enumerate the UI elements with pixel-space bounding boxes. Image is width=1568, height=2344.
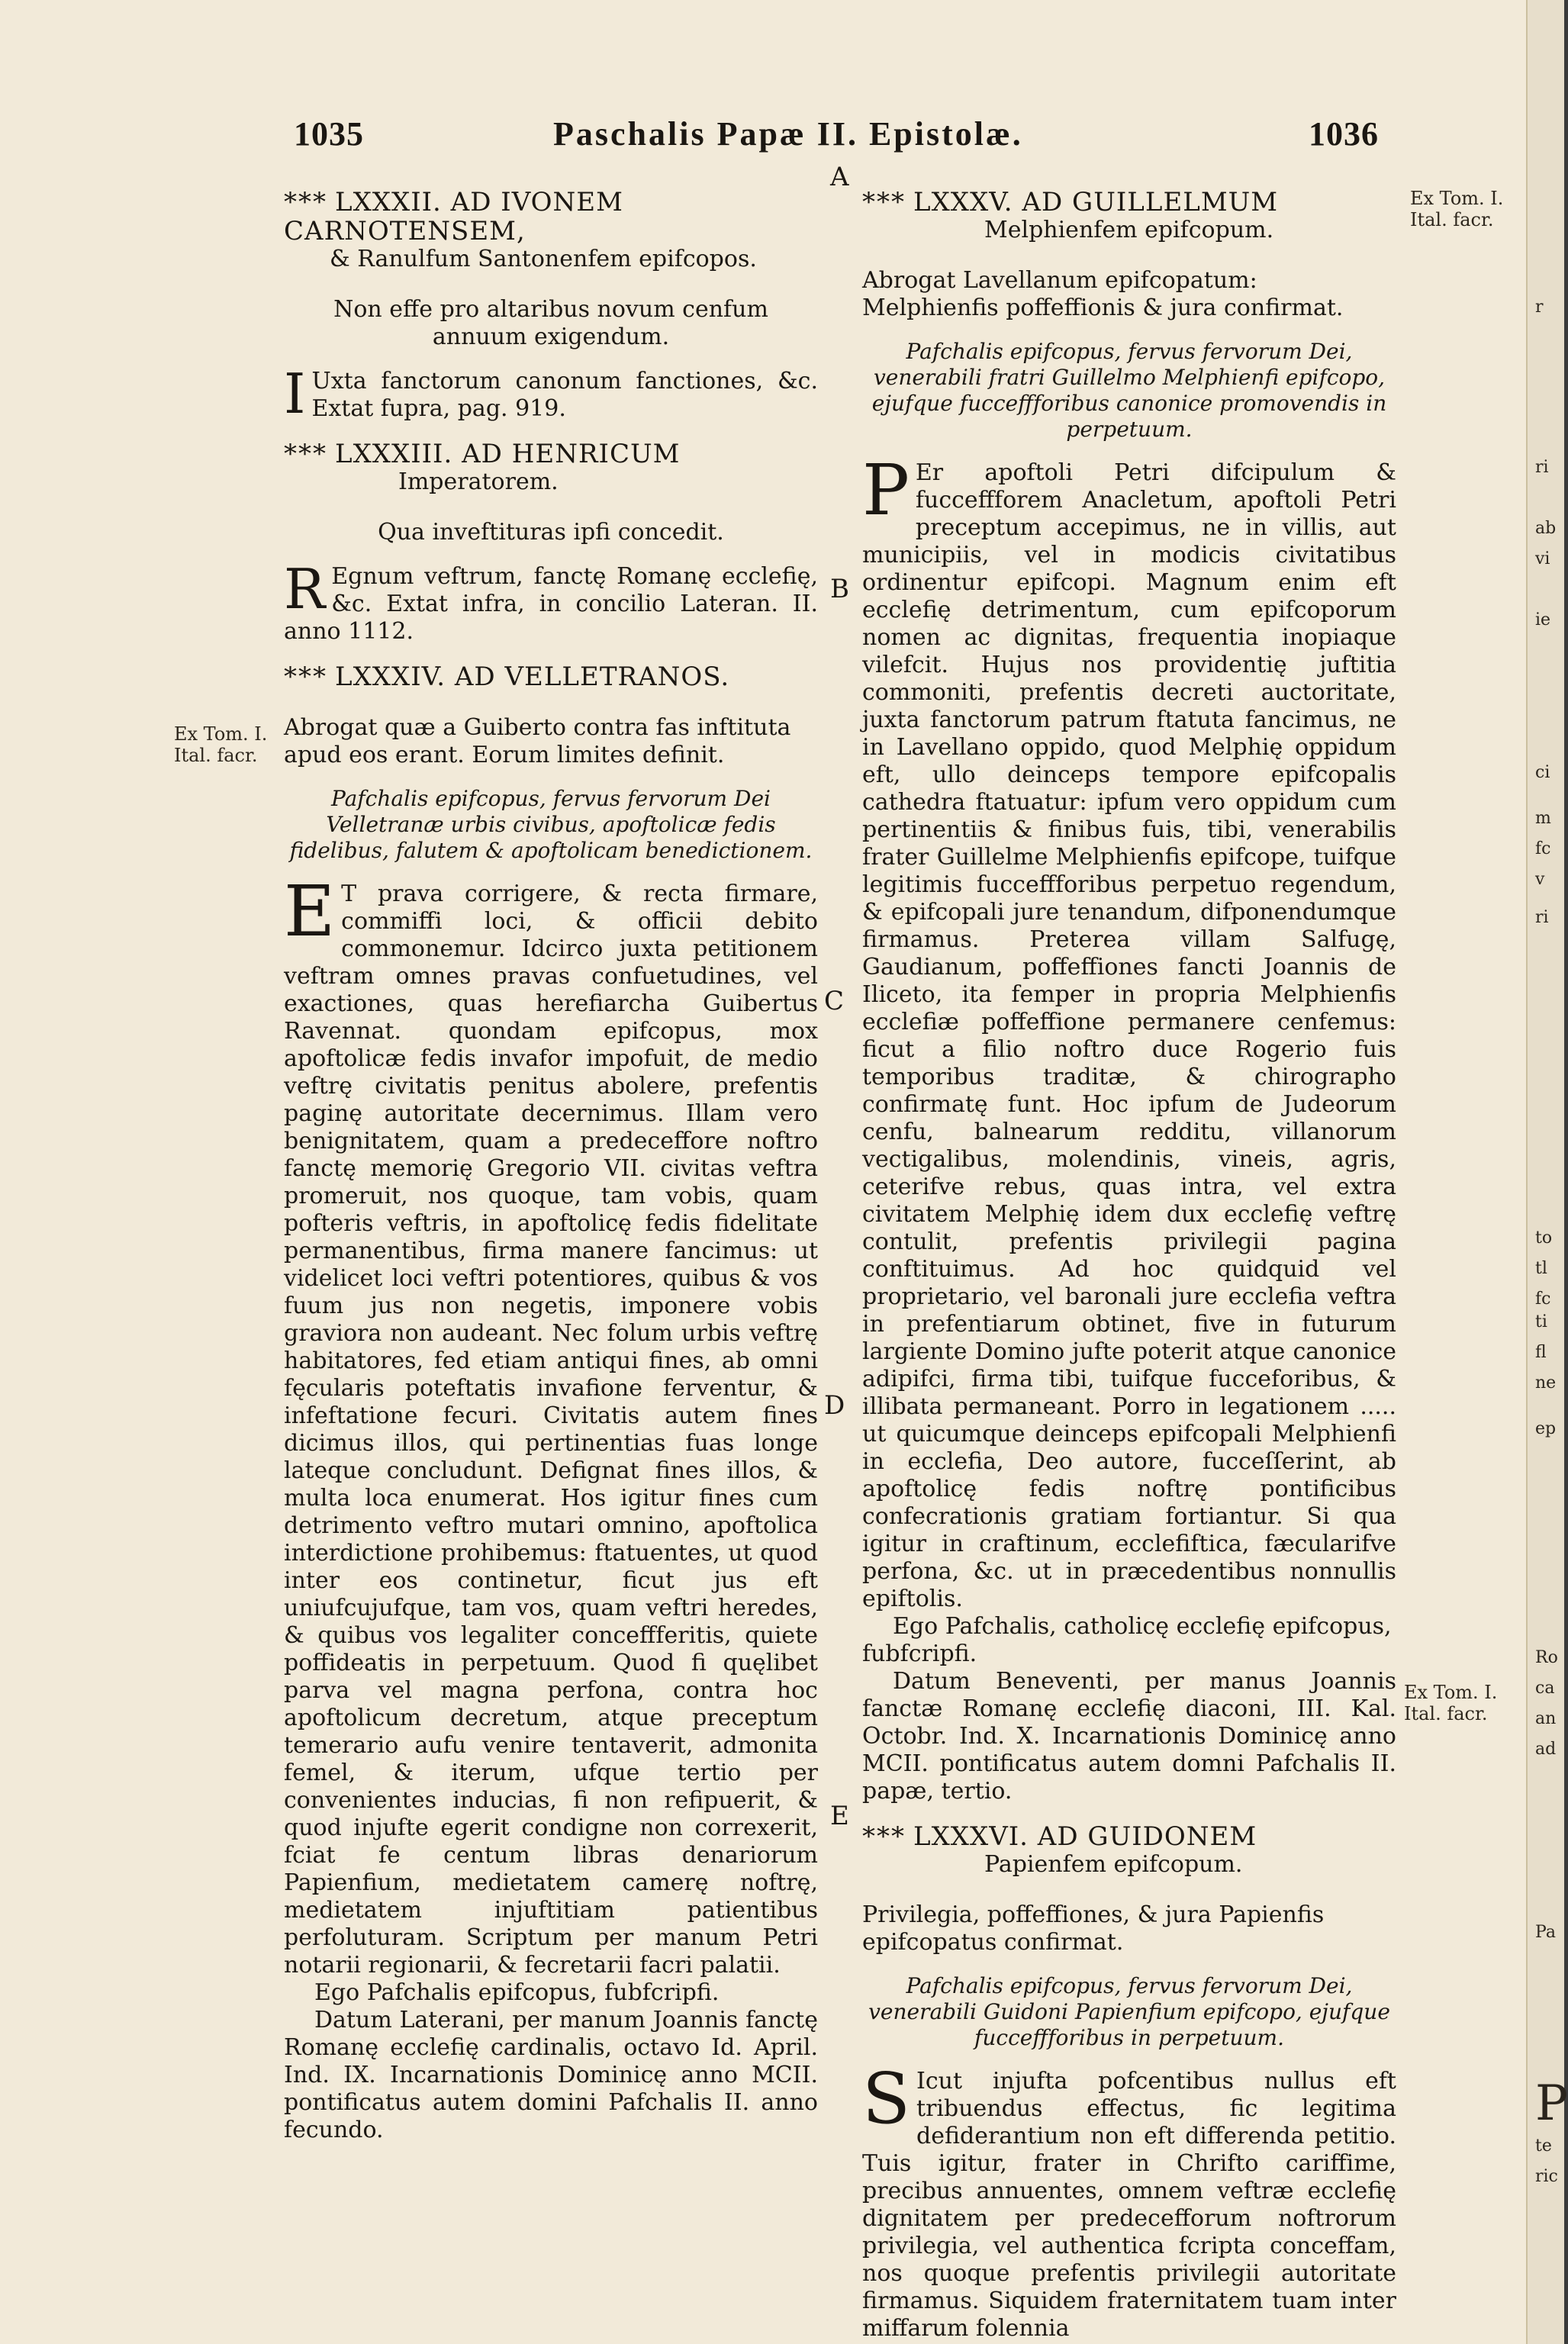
- page-fragment: ri: [1535, 458, 1549, 477]
- letter-body: Uxta fanctorum canonum fanctiones, &c. Extat fupra, pag. 919.: [311, 368, 818, 422]
- footnote-mark: ***: [862, 1821, 906, 1852]
- page-fragment: ie: [1535, 610, 1551, 629]
- page-fragment: Pa: [1535, 1923, 1556, 1942]
- page-fragment: ne: [1535, 1373, 1557, 1393]
- left-page-number: 1035: [294, 115, 364, 153]
- page-fragment: to: [1535, 1228, 1553, 1248]
- page-fragment: ri: [1535, 908, 1549, 927]
- initial-letter: E: [284, 871, 336, 952]
- page-fragment: fl: [1535, 1343, 1547, 1362]
- page-fragment: ric: [1535, 2167, 1558, 2186]
- letter-lxxxvi: [862, 1822, 1396, 2342]
- page-fragment: ep: [1535, 1419, 1557, 1438]
- footnote-mark: ***: [284, 662, 327, 692]
- right-page-number: 1036: [1309, 115, 1379, 153]
- margin-letter-e: E: [830, 1801, 849, 1831]
- page-fragment: ab: [1535, 519, 1557, 538]
- letter-title: LXXXIII. AD HENRICUM: [335, 439, 681, 469]
- page-fragment: r: [1535, 298, 1544, 317]
- margin-letter-d: D: [824, 1390, 845, 1421]
- initial-letter: I: [284, 362, 306, 426]
- running-title: Paschalis Papæ II. Epistolæ.: [553, 115, 1023, 153]
- letter-subtitle: Imperatorem.: [398, 468, 559, 495]
- margin-note-lxxxvi: Ex Tom. I. Ital. facr.: [1404, 1682, 1498, 1724]
- letter-signature: Ego Pafchalis epifcopus, fubfcripfi.: [314, 1979, 720, 2006]
- letter-subtitle: & Ranulfum Santonenfem epifcopos.: [330, 246, 757, 272]
- footnote-mark: ***: [862, 187, 906, 217]
- letter-signature: Ego Pafchalis, catholicę ecclefię epifcopus, fubfcripfi.: [862, 1613, 1392, 1667]
- letter-salutation: Pafchalis epifcopus, fervus fervorum Dei Velletranæ urbis civibus, apoftolicæ fedis fidelibus, falutem & apoftolicam benedictionem.: [289, 786, 813, 863]
- page-fragment: fc: [1535, 839, 1551, 858]
- letter-lxxxiv: [284, 662, 818, 2144]
- page-fragment: P: [1535, 2075, 1568, 2132]
- margin-letter-c: C: [824, 986, 845, 1016]
- page-fragment: tl: [1535, 1259, 1547, 1278]
- letter-body: Egnum veftrum, fanctę Romanę ecclefię, &c. Extat infra, in concilio Lateran. II. anno 1112.: [284, 563, 818, 645]
- letter-summary: Abrogat quæ a Guiberto contra fas inftituta apud eos erant. Eorum limites definit.: [284, 714, 791, 768]
- page-fragment: vi: [1535, 549, 1550, 568]
- letter-summary: Non effe pro altaribus novum cenfum annuum exigendum.: [333, 296, 768, 350]
- letter-subtitle: Papienfem epifcopum.: [984, 1851, 1243, 1878]
- letter-title: LXXXIV. AD VELLETRANOS.: [335, 662, 730, 692]
- letter-summary: Privilegia, poffeffiones, & jura Papienfis epifcopatus confirmat.: [862, 1901, 1325, 1956]
- letter-title: LXXXII. AD IVONEM CARNOTENSEM,: [284, 187, 623, 246]
- margin-letter-b: B: [830, 574, 849, 604]
- adjacent-page-edge: [1526, 0, 1568, 2344]
- page-fragment: ad: [1535, 1740, 1557, 1759]
- letter-salutation: Pafchalis epifcopus, fervus fervorum Dei, venerabili Guidoni Papienfium epifcopo, ejufque fucceffforibus in perpetuum.: [868, 1973, 1390, 2050]
- footnote-mark: ***: [284, 439, 327, 469]
- footnote-mark: ***: [284, 187, 327, 217]
- page-fragment: Ro: [1535, 1648, 1558, 1667]
- margin-note-lxxxiv: Ex Tom. I. Ital. facr.: [174, 723, 268, 766]
- page-fragment: te: [1535, 2136, 1552, 2156]
- running-header: [294, 114, 1377, 160]
- margin-note-lxxxv: Ex Tom. I. Ital. facr.: [1410, 188, 1504, 230]
- page-fragment: ti: [1535, 1312, 1547, 1331]
- page-fragment: an: [1535, 1709, 1557, 1728]
- letter-body: Er apoftoli Petri difcipulum & fucceffforem Anacletum, apoftoli Petri preceptum accepimus, ne in villis, aut municipiis, vel in modicis civitatibus ordinentur epifcopi. Magnum enim eft ecclefię detrimentum, cum epifcoporum nomen ac dignitas, frequentia inopiaque vilefcit. Hujus nos providentię juftitia commoniti, prefentis decreti auctoritate, juxta fanctorum patrum ftatuta fancimus, ne in Lavellano oppido, quod Melphię oppidum eft, ullo deinceps tempore epifcopalis cathedra ftatuatur: ipfum vero oppidum cum pertinentiis & finibus fuis, tibi, venerabilis frater Guillelme Melphienfis epifcope, tuifque legitimis fucceffforibus perpetuo regendum, & epifcopali jure tenandum, difponendumque firmamus. Preterea villam Salfugę, Gaudianum, poffeffiones fancti Joannis de Iliceto, ita femper in propria Melphienfis ecclefiæ poffeffione permanere cenfemus: ficut a filio noftro duce Rogerio fuis temporibus traditæ, & chirographo confirmatę funt. Hoc ipfum de Judeorum cenfu, balnearum redditu, villanorum vectigalibus, molendinis, vineis, agris, ceterifve rebus, quas intra, vel extra civitatem Melphię idem dux ecclefię veftrę contulit, prefentis privilegii pagina conftituimus. Ad hoc quidquid vel proprietario, vel baronali jure ecclefia veftra in prefentiarum obtinet, five in futurum largiente Domino jufte poterit atque canonice adipifci, firma tibi, tuifque fucceforibus, & illibata permaneant. Porro in legationem ..... ut quicumque deinceps epifcopali Melphienfi in ecclefia, Deo autore, fucceſſerint, ab apoftolicę fedis noftrę pontificibus confecrationis gratiam fortiantur. Si qua igitur in craftinum, ecclefiftica, fæcularifve perfona, &c. ut in præcedentibus nonnullis epiftolis.: [862, 459, 1396, 1612]
- page-fragment: ci: [1535, 763, 1550, 782]
- initial-letter: S: [862, 2058, 911, 2140]
- letter-salutation: Pafchalis epifcopus, fervus fervorum Dei, venerabili fratri Guillelmo Melphienfi epifcopo, ejufque fucceffforibus canonice promovendis in perpetuum.: [871, 339, 1387, 442]
- letter-body: T prava corrigere, & recta firmare, commiffi loci, & officii debito commonemur. Idcirco juxta petitionem veftram omnes pravas confuetudines, vel exactiones, quas herefiarcha Guibertus Ravennat. quondam epifcopus, mox apoftolicæ fedis invafor impofuit, de medio veftrę civitatis penitus abolere, prefentis paginę autoritate decernimus. Illam vero benignitatem, quam a predeceffore noftro fanctę memorię Gregorio VII. civitas veftra promeruit, nos quoque, tam vobis, quam pofteris veftris, in apoftolicę fedis fidelitate permanentibus, firma manere fancimus: ut videlicet loci veftri potentiores, quibus & vos fuum jus non negetis, imponere vobis graviora non audeant. Nec folum urbis veftrę habitatores, fed etiam antiqui fines, ab omni fęcularis poteftatis invafione ferventur, & infeftatione fecuri. Civitatis autem fines dicimus illos, qui pertinentias fuas longe lateque concludunt. Defignat fines illos, & multa loca enumerat. Hos igitur fines cum detrimento veftro mutari omnino, apoftolica interdictione prohibemus: ftatuentes, ut quod inter eos continetur, ficut jus eft uniufcujufque, tam vos, quam veftri heredes, & quibus vos legaliter conceffferitis, quiete poffideatis in perpetuum. Quod fi quęlibet parva vel magna perfona, contra hoc apoftolicum decretum, atque preceptum temerario aufu venire tentaverit, admonita femel, & iterum, ufque tertio per convenientes inducias, fi non refipuerit, & quod injufte egerit condigne non correxerit, fciat fe centum libras denariorum Papienfium, medietatem camerę noftrę, medietatem injuftitiam patientibus perfoluturam. Scriptum per manum Petri notarii regionarii, & fecretarii facri palatii.: [284, 881, 818, 1979]
- letter-lxxxii: [284, 187, 818, 426]
- page-fragment: m: [1535, 809, 1551, 828]
- page-fragment: fc: [1535, 1290, 1551, 1309]
- page-fragment: v: [1535, 870, 1545, 889]
- letter-lxxxv: [862, 188, 1396, 1805]
- letter-summary: Qua inveftituras ipfi concedit.: [378, 519, 724, 546]
- letter-title: LXXXV. AD GUILLELMUM: [913, 187, 1279, 217]
- initial-letter: R: [284, 557, 326, 621]
- initial-letter: P: [862, 449, 910, 531]
- left-column: [284, 183, 818, 2144]
- letter-date: Datum Laterani, per manum Joannis fanctę Romanę ecclefię cardinalis, octavo Id. April. Ind. IX. Incarnationis Dominicę anno MCII. pontificatus autem domini Pafchalis II. anno fecundo.: [284, 2007, 818, 2143]
- letter-date: Datum Beneventi, per manus Joannis fanctæ Romanę ecclefię diaconi, III. Kal. Octobr. Ind. X. Incarnationis Dominicę anno MCII. pontificatus autem domni Pafchalis II. papæ, tertio.: [862, 1668, 1396, 1805]
- letter-body: Icut injufta pofcentibus nullus eft tribuendus effectus, fic legitima defiderantium non eft differenda petitio. Tuis igitur, frater in Chrifto cariffime, precibus annuentes, omnem veftræ ecclefię dignitatem per predecefforum noftrorum privilegia, vel authentica fcripta conceffam, nos quoque prefentis privilegii autoritate firmamus. Siquidem fraternitatem tuam inter miffarum folennia: [862, 2068, 1396, 2342]
- margin-letter-a: A: [830, 162, 849, 192]
- letter-subtitle: Melphienfem epifcopum.: [984, 217, 1274, 243]
- right-column: [862, 183, 1396, 2342]
- letter-title: LXXXVI. AD GUIDONEM: [913, 1821, 1257, 1852]
- letter-summary: Abrogat Lavellanum epifcopatum: Melphienfis poffeffionis & jura confirmat.: [862, 267, 1344, 321]
- page-fragment: ca: [1535, 1679, 1555, 1698]
- letter-lxxxiii: [284, 440, 818, 646]
